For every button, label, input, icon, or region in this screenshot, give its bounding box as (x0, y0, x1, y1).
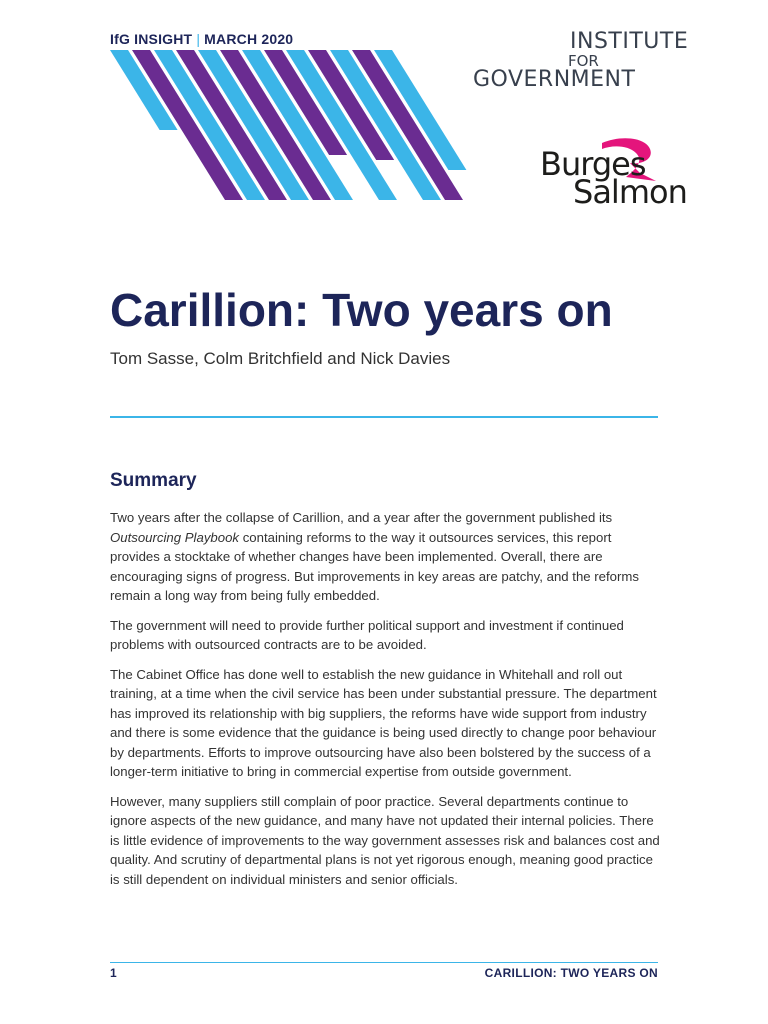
summary-heading: Summary (110, 470, 197, 491)
summary-body (110, 508, 660, 899)
footer-divider (110, 962, 658, 963)
title-divider (110, 416, 658, 418)
summary-paragraph-1 (110, 508, 660, 606)
summary-p1-post: containing reforms to the way it outsources services, this report provides a stocktake of whether changes have been implemented. Overall, there are encouraging signs of progress. But improvements in key areas are patchy, and the reforms remain a long way from being fully embedded. (110, 529, 639, 603)
summary-paragraph-2: The government will need to provide further political support and investment if continued problems with outsourced contracts are to be avoided. (110, 617, 624, 652)
report-title: Carillion: Two years on (110, 284, 613, 336)
decorative-stripes (100, 50, 480, 210)
page-number: 1 (110, 966, 117, 980)
series-name: IfG INSIGHT (110, 31, 193, 47)
burges-salmon-logo (535, 135, 685, 210)
summary-p1-pre: Two years after the collapse of Carillion, and a year after the government published its (110, 510, 613, 525)
series-separator: | (196, 31, 201, 47)
report-authors: Tom Sasse, Colm Britchfield and Nick Davies (110, 349, 451, 368)
ifg-logo-line2: FOR (568, 52, 599, 70)
footer-running-title: CARILLION: TWO YEARS ON (484, 966, 658, 980)
burges-salmon-logo-line1: Burges (540, 145, 646, 183)
ifg-logo-line3: GOVERNMENT (473, 67, 636, 92)
ifg-logo (470, 29, 689, 92)
summary-paragraph-4: However, many suppliers still complain of poor practice. Several departments continue to ignore aspects of the new guidance, and many have not updated their internal policies. There is little evidence of improvements to the way government assesses risk and balances cost and quality. And scrutiny of departmental plans is not yet rigorous enough, meaning good practice is still dependent on individual ministers and senior officials. (110, 793, 660, 887)
ifg-logo-line1: INSTITUTE (570, 29, 689, 54)
series-label (110, 31, 293, 47)
publication-date: MARCH 2020 (204, 31, 294, 47)
burges-salmon-logo-line2: Salmon (573, 173, 687, 211)
summary-p1-em: Outsourcing Playbook (110, 529, 240, 545)
summary-paragraph-3: The Cabinet Office has done well to establish the new guidance in Whitehall and roll out training, at a time when the civil service has been under substantial pressure. The department has improved its relationship with big suppliers, the reforms have wide support from industry and there is some evidence that the guidance is being used directly to change poor behaviour by departments. Efforts to improve outsourcing have also been bolstered by the success of a longer-term initiative to bring in commercial expertise from outside government. (110, 666, 657, 779)
